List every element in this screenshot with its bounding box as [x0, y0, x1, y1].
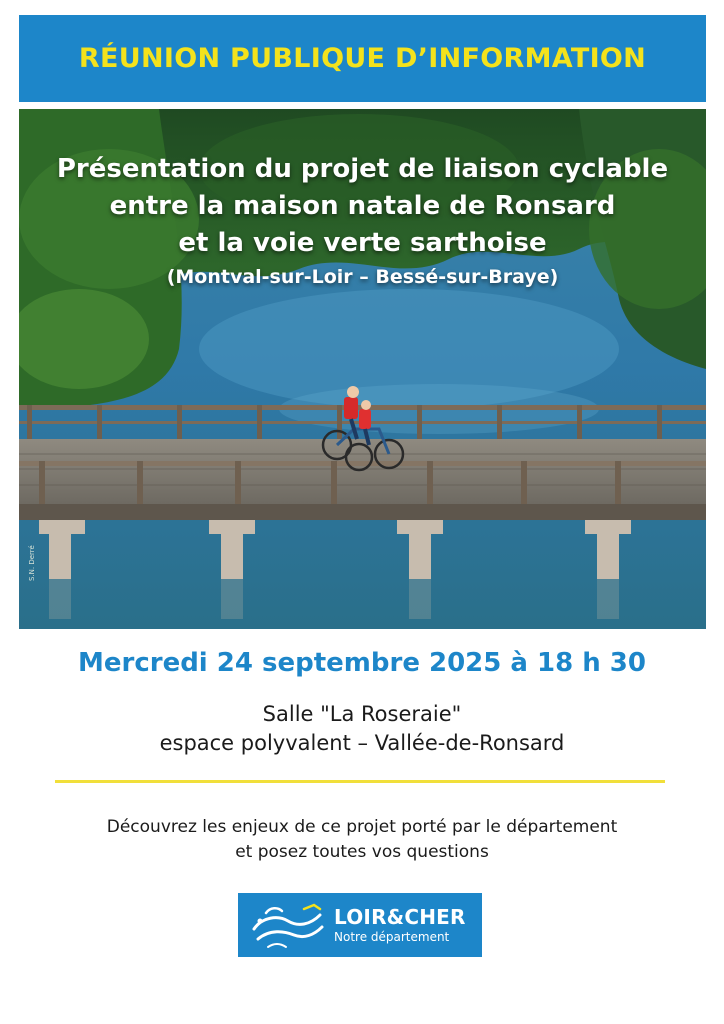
- invitation-text: [0, 815, 724, 865]
- headline-line-2: entre la maison natale de Ronsard: [109, 191, 616, 221]
- venue-name: Salle "La Roseraie": [262, 702, 462, 726]
- logo-tagline: Notre département: [334, 930, 450, 944]
- title-banner: [19, 15, 706, 102]
- hero-photo: [19, 109, 706, 629]
- yellow-divider: [55, 780, 665, 783]
- invitation-line-1: Découvrez les enjeux de ce projet porté par le département: [106, 817, 618, 837]
- logo-name: LOIR&CHER: [334, 905, 466, 929]
- headline-line-3: et la voie verte sarthoise: [178, 228, 547, 258]
- banner-title: RÉUNION PUBLIQUE D’INFORMATION: [78, 43, 647, 74]
- venue-address: espace polyvalent – Vallée-de-Ronsard: [159, 731, 565, 755]
- invitation-line-2: et posez toutes vos questions: [235, 842, 489, 862]
- headline-line-1: Présentation du projet de liaison cyclable: [56, 154, 669, 184]
- headline-block: [19, 151, 706, 288]
- event-date: Mercredi 24 septembre 2025 à 18 h 30: [78, 648, 646, 678]
- loir-et-cher-logo: [238, 893, 482, 957]
- river-emblem-icon: [248, 899, 328, 953]
- location-subline: (Montval-sur-Loir – Bessé-sur-Braye): [166, 266, 559, 288]
- photo-credit: S.N. Derré: [28, 545, 36, 581]
- event-venue: [0, 700, 724, 758]
